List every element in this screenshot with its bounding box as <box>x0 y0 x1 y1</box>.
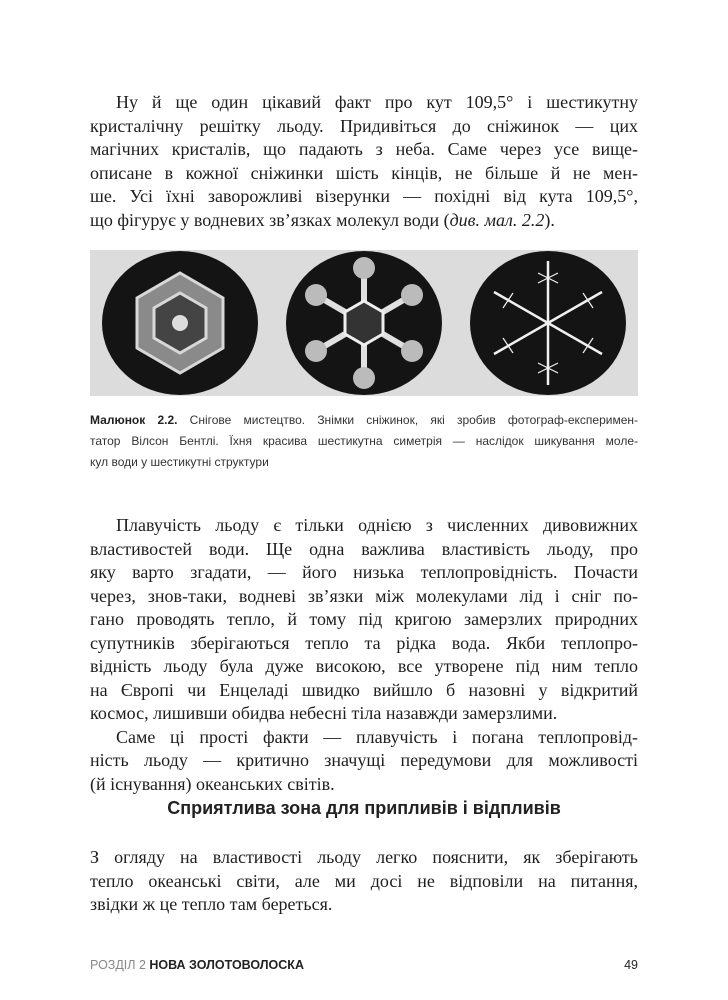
caption-text: Снігове мистецтво. Знімки сніжинок, які зробив фотограф-експеримен- <box>189 413 638 427</box>
page-footer <box>90 958 638 972</box>
paragraph-4 <box>90 846 638 917</box>
page-number: 49 <box>624 958 638 972</box>
text: ). <box>544 209 555 230</box>
text-line: магічних кристалів, що падають з неба. Саме через усе вище- <box>90 139 638 159</box>
text-line: З огляду на властивості льоду легко пояснити, як зберігають <box>90 847 638 867</box>
text-line: космос, лишивши обидва небесні тіла назавжди замерзлими. <box>90 703 558 723</box>
snowflake-photo-3 <box>470 251 626 395</box>
text-line: ність льоду — критично значущі передумови для можливості <box>90 750 638 770</box>
text-line: на Європі чи Енцеладі швидко вийшло б назовні у відкритий <box>90 679 638 700</box>
caption-text: кул води у шестикутні структури <box>90 455 269 469</box>
text-line: описане в кожної сніжинки шість кінців, не більше й не мен- <box>90 162 638 183</box>
text-line: супутників зберігаються тепло та рідка вода. Якби теплопро- <box>90 632 638 653</box>
text: що фігурує у водневих зв’язках молекул води ( <box>90 209 450 230</box>
text-line: властивостей води. Ще одна важлива властивість льоду, про <box>90 538 638 559</box>
paragraph-2 <box>90 514 638 796</box>
text-line: Ну й ще один цікавий факт про кут 109,5° і шестикутну <box>116 92 638 112</box>
text-line <box>90 209 638 233</box>
text-line: через, знов-таки, водневі зв’язки між молекулами лід і сніг по- <box>90 585 638 606</box>
caption-text: татор Вілсон Бентлі. Їхня красива шестикутна симетрія — наслідок шикування моле- <box>90 434 638 448</box>
section-heading: Сприятлива зона для припливів і відпливів <box>167 798 561 818</box>
text-line: (й існування) океанських світів. <box>90 773 335 794</box>
figure-caption <box>90 410 638 473</box>
snowflake-photos-figure <box>90 250 638 396</box>
figure-reference: див. мал. 2.2 <box>449 209 545 230</box>
chapter-title: НОВА ЗОЛОТОВОЛОСКА <box>149 958 304 972</box>
caption-label: Малюнок 2.2. <box>90 413 178 427</box>
text-line: ше. Усі їхні заворожливі візерунки — похідні від кута 109,5°, <box>90 186 638 206</box>
snowflake-photo-2 <box>286 251 442 395</box>
text-line: звідки ж це тепло там береться. <box>90 894 333 914</box>
text-line: кристалічну решітку льоду. Придивіться до сніжинок — цих <box>90 115 638 136</box>
text-line: відність льоду була дуже високою, все утворене під ним тепло <box>90 656 638 676</box>
chapter-number: РОЗДІЛ 2 <box>90 958 146 972</box>
text-line: Плавучість льоду є тільки однією з численних дивовижних <box>116 515 638 535</box>
text-line: тепло океанські світи, але ми досі не відповіли на питання, <box>90 870 638 891</box>
snowflake-photo-1 <box>102 251 258 395</box>
paragraph-1 <box>90 91 638 232</box>
text-line: Саме ці прості факти — плавучість і погана теплопровід- <box>116 726 638 747</box>
text-line: гано проводять тепло, й тому під кригою замерзлих природних <box>90 609 638 629</box>
text-line: яку варто згадати, — його низька теплопровідність. Почасти <box>90 562 638 582</box>
